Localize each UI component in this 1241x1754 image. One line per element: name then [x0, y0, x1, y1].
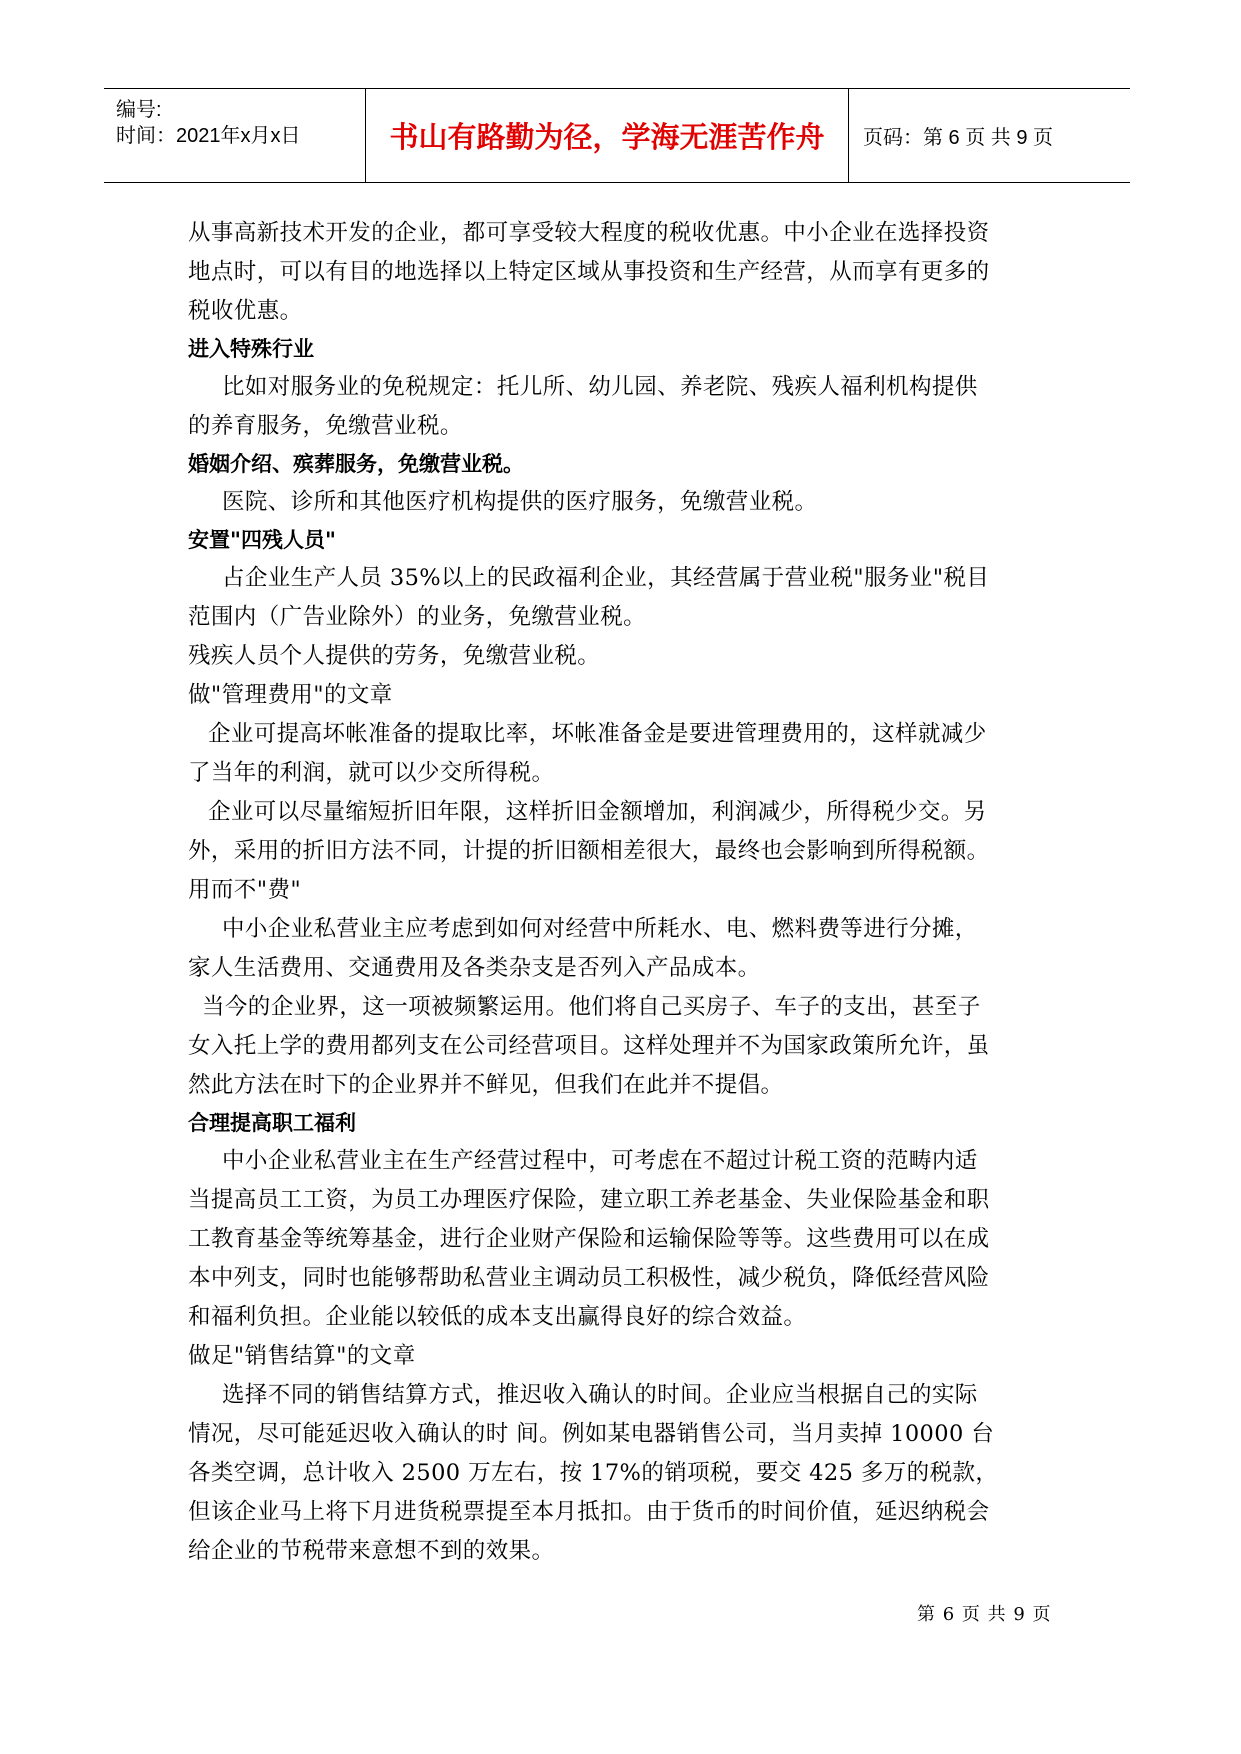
paragraph-line: 选择不同的销售结算方式，推迟收入确认的时间。企业应当根据自己的实际 — [222, 1382, 978, 1408]
paragraph-line: 情况，尽可能延迟收入确认的时 间。例如某电器销售公司，当月卖掉 10000 台 — [188, 1421, 995, 1447]
paragraph-line: 家人生活费用、交通费用及各类杂支是否列入产品成本。 — [188, 955, 761, 981]
paragraph-line: 企业可以尽量缩短折旧年限，这样折旧金额增加，利润减少，所得税少交。另 — [208, 799, 987, 825]
section-heading: 进入特殊行业 — [188, 337, 314, 361]
paragraph-line: 企业可提高坏帐准备的提取比率，坏帐准备金是要进管理费用的，这样就减少 — [208, 721, 987, 747]
paragraph-line: 和福利负担。企业能以较低的成本支出赢得良好的综合效益。 — [188, 1304, 807, 1330]
section-heading: 合理提高职工福利 — [188, 1111, 356, 1135]
paragraph-line: 当提高员工工资，为员工办理医疗保险，建立职工养老基金、失业保险基金和职 — [188, 1187, 990, 1213]
motto-text: 书山有路勤为径，学海无涯苦作舟 — [389, 120, 825, 154]
paragraph-line: 了当年的利润，就可以少交所得税。 — [188, 760, 555, 786]
paragraph-line: 当今的企业界，这一项被频繁运用。他们将自己买房子、车子的支出，甚至子 — [202, 994, 981, 1020]
paragraph-line: 中小企业私营业主在生产经营过程中，可考虑在不超过计税工资的范畴内适 — [222, 1148, 978, 1174]
header-right-cell — [849, 89, 1130, 182]
header-motto-cell — [366, 89, 849, 182]
paragraph-line: 工教育基金等统筹基金，进行企业财产保险和运输保险等等。这些费用可以在成 — [188, 1226, 990, 1252]
paragraph-line: 比如对服务业的免税规定：托儿所、幼儿园、养老院、残疾人福利机构提供 — [222, 374, 978, 400]
paragraph-line: 各类空调，总计收入 2500 万左右，按 17%的销项税，要交 425 多万的税款， — [188, 1460, 999, 1486]
page-code-label: 页码：第 6 页 共 9 页 — [863, 127, 1054, 149]
page-footer: 第 6 页 共 9 页 — [917, 1604, 1051, 1625]
document-body — [188, 214, 1048, 1571]
paragraph-line: 女入托上学的费用都列支在公司经营项目。这样处理并不为国家政策所允许，虽 — [188, 1033, 990, 1059]
subsection-heading: 做"管理费用"的文章 — [188, 682, 393, 708]
paragraph-line: 税收优惠。 — [188, 298, 303, 324]
subsection-heading: 用而不"费" — [188, 877, 302, 903]
paragraph-line: 本中列支，同时也能够帮助私营业主调动员工积极性，减少税负，降低经营风险 — [188, 1265, 990, 1291]
paragraph-line: 的养育服务，免缴营业税。 — [188, 413, 463, 439]
section-heading: 安置"四残人员" — [188, 528, 336, 552]
paragraph-line: 从事高新技术开发的企业，都可享受较大程度的税收优惠。中小企业在选择投资 — [188, 220, 990, 246]
paragraph-line: 占企业生产人员 35%以上的民政福利企业，其经营属于营业税"服务业"税目 — [222, 565, 990, 591]
paragraph-line: 残疾人员个人提供的劳务，免缴营业税。 — [188, 643, 601, 669]
paragraph-line: 中小企业私营业主应考虑到如何对经营中所耗水、电、燃料费等进行分摊， — [222, 916, 978, 942]
section-heading: 婚姻介绍、殡葬服务，免缴营业税。 — [188, 452, 524, 476]
paragraph-line: 给企业的节税带来意想不到的效果。 — [188, 1538, 555, 1564]
subsection-heading: 做足"销售结算"的文章 — [188, 1343, 416, 1369]
paragraph-line: 然此方法在时下的企业界并不鲜见，但我们在此并不提倡。 — [188, 1072, 784, 1098]
time-label: 时间：2021年x月x日 — [116, 125, 301, 147]
paragraph-line: 范围内（广告业除外）的业务，免缴营业税。 — [188, 604, 647, 630]
serial-number-label: 编号: — [116, 99, 162, 121]
paragraph-line: 外，采用的折旧方法不同，计提的折旧额相差很大，最终也会影响到所得税额。 — [188, 838, 990, 864]
paragraph-line: 地点时，可以有目的地选择以上特定区域从事投资和生产经营，从而享有更多的 — [188, 259, 990, 285]
header-left-cell — [104, 89, 366, 182]
paragraph-line: 医院、诊所和其他医疗机构提供的医疗服务，免缴营业税。 — [222, 489, 818, 515]
paragraph-line: 但该企业马上将下月进货税票提至本月抵扣。由于货币的时间价值，延迟纳税会 — [188, 1499, 990, 1525]
page-header — [104, 88, 1130, 183]
